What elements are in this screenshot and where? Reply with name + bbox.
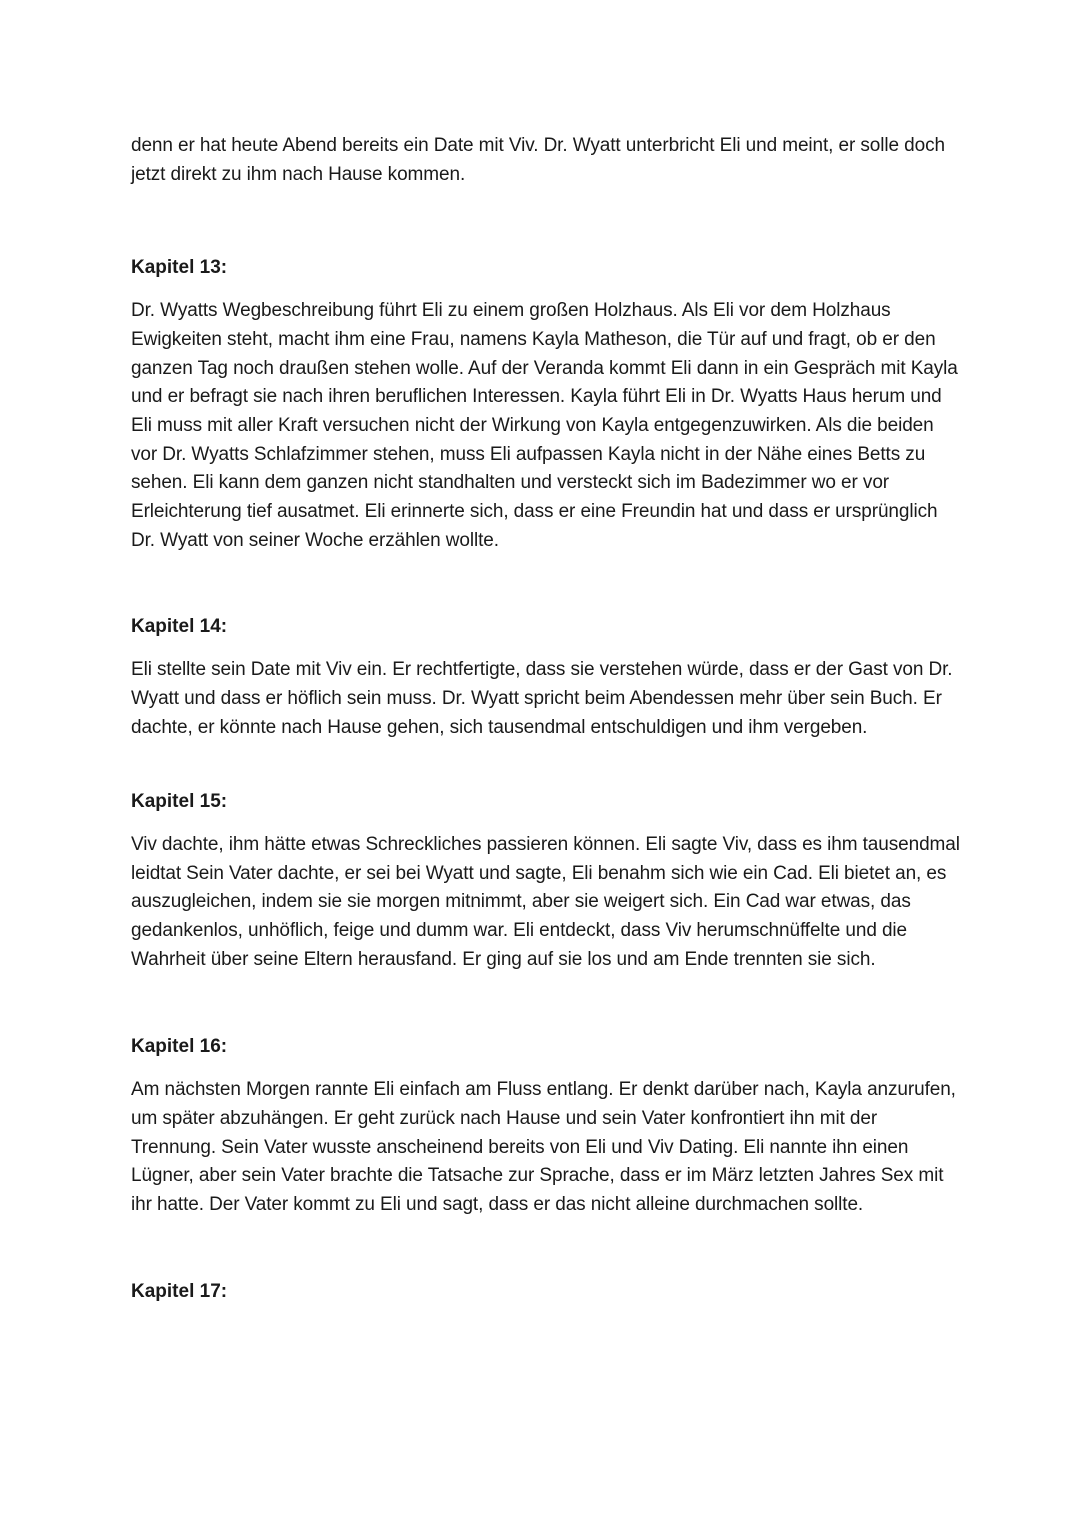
section-kapitel-14 <box>131 613 961 742</box>
section-kapitel-13 <box>131 254 961 555</box>
chapter-heading: Kapitel 17: <box>131 1280 228 1302</box>
chapter-paragraph: Dr. Wyatts Wegbeschreibung führt Eli zu einem großen Holzhaus. Als Eli vor dem Holzhaus Ewigkeiten steht, macht ihm eine Frau, namens Kayla Matheson, die Tür auf und fragt, ob er den ganzen Tag noch draußen stehen wolle. Auf der Veranda kommt Eli dann in ein Gespräch mit Kayla und er befragt sie nach ihren beruflichen Interessen. Kayla führt Eli in Dr. Wyatts Haus herum und Eli muss mit aller Kraft versuchen nicht der Wirkung von Kayla entgegenzuwirken. Als die beiden vor Dr. Wyatts Schlafzimmer stehen, muss Eli aufpassen Kayla nicht in der Nähe eines Betts zu sehen. Eli kann dem ganzen nicht standhalten und versteckt sich im Badezimmer wo er vor Erleichterung tief ausatmet. Eli erinnerte sich, dass er eine Freundin hat und dass er ursprünglich Dr. Wyatt von seiner Woche erzählen wollte. <box>131 300 958 551</box>
chapter-paragraph: Viv dachte, ihm hätte etwas Schreckliches passieren können. Eli sagte Viv, dass es ihm tausendmal leidtat Sein Vater dachte, er sei bei Wyatt und sagte, Eli benahm sich wie ein Cad. Eli bietet an, es auszugleichen, indem sie sie morgen mitnimmt, aber sie weigert sich. Ein Cad war etwas, das gedankenlos, unhöflich, feige und dumm war. Eli entdeckt, dass Viv herumschnüffelte und die Wahrheit über seine Eltern herausfand. Er ging auf sie los und am Ende trennten sie sich. <box>131 833 960 970</box>
chapter-heading: Kapitel 16: <box>131 1036 228 1058</box>
section-kapitel-15 <box>131 788 961 974</box>
chapter-heading: Kapitel 13: <box>131 257 228 279</box>
intro-paragraph: denn er hat heute Abend bereits ein Date mit Viv. Dr. Wyatt unterbricht Eli und meint, er solle doch jetzt direkt zu ihm nach Hause kommen. <box>131 135 945 185</box>
section-kapitel-17 <box>131 1278 961 1307</box>
document-page <box>131 132 961 1320</box>
chapter-paragraph: Eli stellte sein Date mit Viv ein. Er rechtfertigte, dass sie verstehen würde, dass er der Gast von Dr. Wyatt und dass er höflich sein muss. Dr. Wyatt spricht beim Abendessen mehr über sein Buch. Er dachte, er könnte nach Hause gehen, sich tausendmal entschuldigen und ihm vergeben. <box>131 659 953 738</box>
chapter-paragraph: Am nächsten Morgen rannte Eli einfach am Fluss entlang. Er denkt darüber nach, Kayla anzurufen, um später abzuhängen. Er geht zurück nach Hause und sein Vater konfrontiert ihn mit der Trennung. Sein Vater wusste anscheinend bereits von Eli und Viv Dating. Eli nannte ihn einen Lügner, aber sein Vater brachte die Tatsache zur Sprache, dass er im März letzten Jahres Sex mit ihr hatte. Der Vater kommt zu Eli und sagt, dass er das nicht alleine durchmachen sollte. <box>131 1079 956 1215</box>
section-kapitel-16 <box>131 1033 961 1219</box>
chapter-heading: Kapitel 14: <box>131 616 228 638</box>
chapter-heading: Kapitel 15: <box>131 791 228 813</box>
